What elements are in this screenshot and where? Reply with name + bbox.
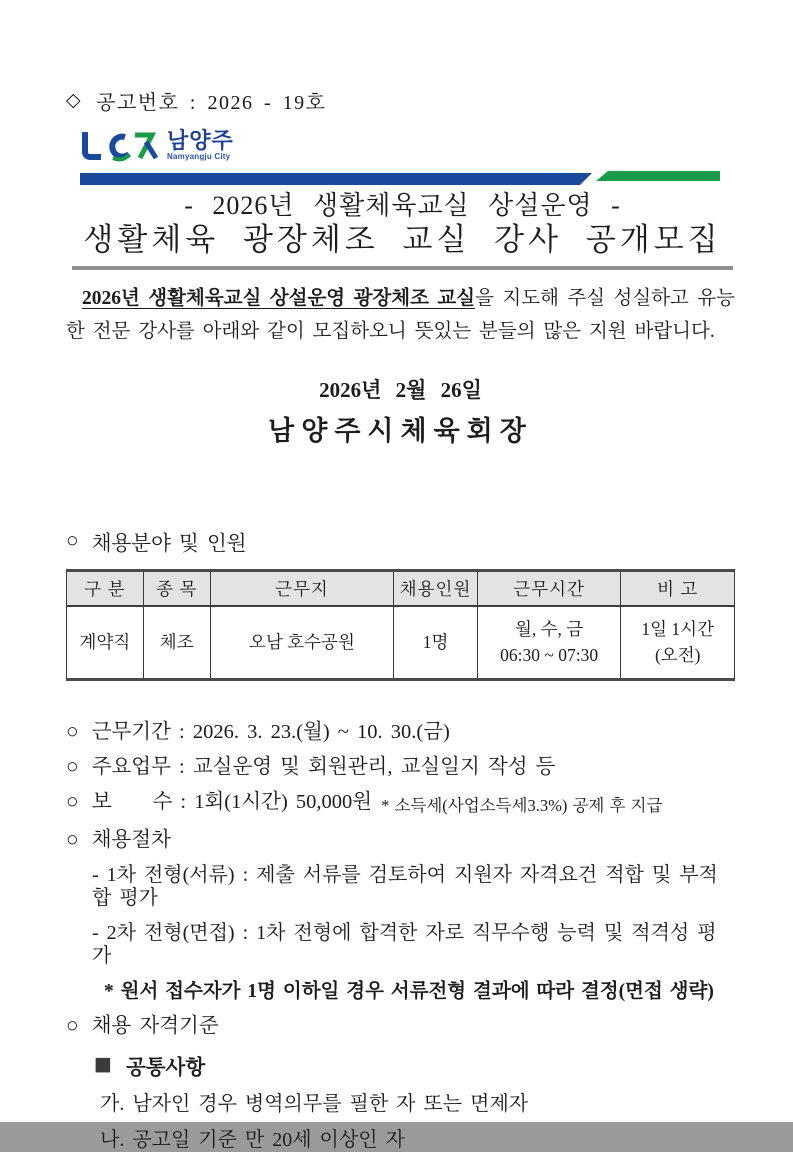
- common-requirement-1: 가. 남자인 경우 병역의무를 필한 자 또는 면제자: [100, 1092, 529, 1115]
- procedure-step-1: - 1차 전형(서류) : 제출 서류를 검토하여 지원자 자격요건 적합 및 부적합 평가: [92, 863, 718, 909]
- main-duty-text: 주요업무 : 교실운영 및 회원관리, 교실일지 작성 등: [91, 755, 556, 778]
- circle-bullet-icon: ○: [66, 528, 79, 553]
- intro-rest: 을 지도해 주실 성실하고 유능한 전문 강사를 아래와 같이 모집하오니 뜻있는 분들의 많은 지원 바랍니다.: [66, 288, 735, 342]
- title-subline: - 2026년 생활체육교실 상설운영 -: [184, 191, 621, 220]
- col-header-location: 근무지: [210, 571, 394, 607]
- item-procedure-heading: [66, 826, 735, 852]
- issuer-signature: 남양주시체육회장: [268, 416, 533, 446]
- circle-bullet-icon: ○: [66, 753, 79, 778]
- pay-tax-note: * 소득세(사업소득세3.3%) 공제 후 지급: [381, 795, 663, 815]
- diamond-bullet-icon: ◇: [66, 90, 83, 111]
- header-divider-bars: [80, 171, 720, 185]
- cell-note-line2: (오전): [654, 645, 701, 666]
- col-header-category: 구 분: [67, 571, 144, 607]
- qualification-heading-text: 채용 자격기준: [91, 1014, 219, 1037]
- announcement-date: 2026년 2월 26일: [319, 378, 482, 402]
- intro-highlight: 2026년 생활체육교실 상설운영 광장체조 교실: [82, 288, 476, 309]
- page-title: 생활체육 광장체조 교실 강사 공개모집: [83, 222, 722, 257]
- table-header-row: [67, 571, 735, 607]
- col-header-count: 채용인원: [394, 571, 478, 607]
- work-period-text: 근무기간 : 2026. 3. 23.(월) ~ 10. 30.(금): [91, 720, 450, 743]
- cell-note-line1: 1일 1시간: [641, 619, 714, 639]
- city-name-korean: 남양주: [167, 128, 234, 153]
- common-requirement-2: 나. 공고일 기준 만 20세 이상인 자: [100, 1128, 405, 1151]
- circle-bullet-icon: ○: [66, 788, 79, 813]
- cell-category: 계약직: [67, 606, 144, 679]
- item-qualification-heading: [66, 1012, 735, 1038]
- document-title-block: [72, 190, 733, 270]
- cell-note: [621, 606, 735, 679]
- pay-text: 보 수 : 1회(1시간) 50,000원: [91, 790, 373, 813]
- cell-sport: 체조: [143, 606, 210, 679]
- intro-paragraph: [66, 282, 735, 348]
- procedure-heading-text: 채용절차: [91, 828, 171, 851]
- cell-count: 1명: [394, 606, 478, 679]
- recruit-table: [66, 569, 735, 681]
- common-requirements-label: 공통사항: [125, 1056, 206, 1079]
- notice-number-line: [66, 86, 735, 115]
- city-name-english: Namyangju City: [167, 152, 231, 162]
- square-bullet-icon: ■: [94, 1053, 112, 1075]
- item-work-period: [66, 718, 735, 744]
- cell-location: 오남 호수공원: [210, 606, 394, 679]
- col-header-sport: 종 목: [143, 571, 210, 607]
- detail-items: [66, 718, 735, 1152]
- col-header-note: 비 고: [621, 571, 735, 607]
- col-header-time: 근무시간: [477, 571, 621, 607]
- namyangju-emblem-icon: [80, 129, 158, 168]
- procedure-note: * 원서 접수자가 1명 이하일 경우 서류전형 결과에 따라 결정(면접 생략): [104, 980, 714, 1002]
- blue-bar: [80, 173, 592, 185]
- cell-time: [477, 606, 621, 679]
- section-recruit-field: [66, 526, 735, 556]
- notice-number: 공고번호 : 2026 - 19호: [96, 92, 327, 114]
- item-pay: [66, 788, 735, 817]
- circle-bullet-icon: ○: [66, 718, 79, 743]
- circle-bullet-icon: ○: [66, 1012, 79, 1037]
- item-main-duty: [66, 753, 735, 779]
- common-requirements-heading: [94, 1050, 735, 1080]
- cell-time-hours: 06:30 ~ 07:30: [500, 645, 599, 666]
- green-bar: [596, 171, 720, 181]
- table-row: [67, 606, 735, 679]
- city-logo-text: [167, 129, 234, 161]
- city-logo: [80, 129, 735, 169]
- section-heading-label: 채용분야 및 인원: [91, 533, 247, 555]
- cell-time-days: 월, 수, 금: [514, 619, 584, 639]
- circle-bullet-icon: ○: [66, 826, 79, 851]
- procedure-step-2: - 2차 전형(면접) : 1차 전형에 합격한 자로 직무수행 능력 및 적격성 평가: [92, 921, 717, 967]
